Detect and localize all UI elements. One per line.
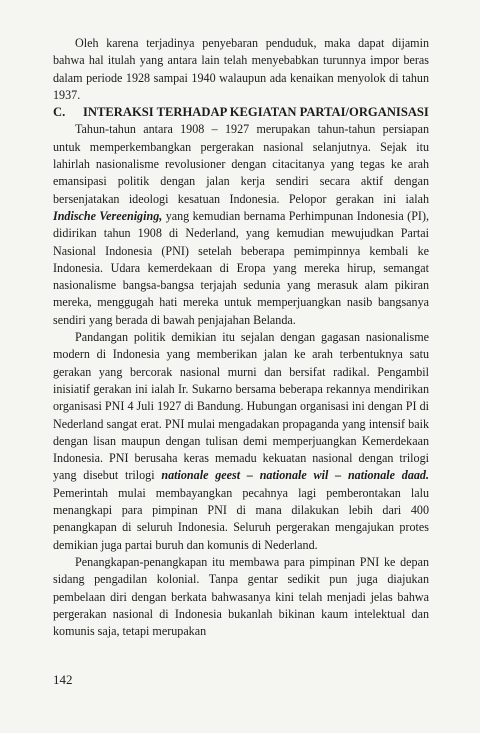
paragraph-4: Penangkapan-penangkapan itu membawa para pimpinan PNI ke depan sidang pengadilan kolonial. Tanpa gentar sedikit pun juga diajukan pembelaan diri dengan berkata bahwasanya kini telah menjadi jelas bahwa pergerakan nasional di Indonesia bukanlah bikinan kaum intelektual dan komunis saja, tetapi merupakan xyxy=(53,554,429,639)
paragraph-3-before: Pandangan politik demikian itu sejalan dengan gagasan nasionalisme modern di Indonesia yang memberikan jalan ke arah terbentuknya satu gerakan yang bercorak nasional murni dan bersifat radikal. Pengambil inisiatif gerakan ini ialah Ir. Sukarno bersama beberapa rekannya mendirikan organisasi PNI 4 Juli 1927 di Bandung. Hubungan organisasi ini dengan PI di Nederland sangat erat. PNI mulai mengadakan propaganda yang intensif baik dengan lisan maupun dengan tulisan demi memperjuangkan Kemerdekaan Indonesia. PNI berusaha keras memadu kekuatan nasional dengan trilogi yang disebut trilogi xyxy=(53,330,429,483)
section-heading xyxy=(53,104,429,121)
paragraph-3 xyxy=(53,329,429,554)
paragraph-3-emphasis: nationale geest – nationale wil – nationale daad. xyxy=(161,468,429,483)
section-title: INTERAKSI TERHADAP KEGIATAN PARTAI/ORGANISASI xyxy=(83,105,429,120)
paragraph-2 xyxy=(53,121,429,329)
page-content xyxy=(53,35,429,640)
paragraph-2-before: Tahun-tahun antara 1908 – 1927 merupakan tahun-tahun persiapan untuk memperkembangkan pergerakan nasional selanjutnya. Sejak itu lahirlah nasionalisme revolusioner dengan citacitanya yang tegas ke arah emansipasi politik dengan jalan kerja sendiri secara aktif dengan bersenjatakan ideologi kesatuan Indonesia. Pelopor gerakan ini ialah xyxy=(53,122,429,206)
section-label: C. xyxy=(53,105,66,120)
intro-paragraph: Oleh karena terjadinya penyebaran penduduk, maka dapat dijamin bahwa hal itulah yang antara lain telah menyebabkan turunnya impor beras dalam periode 1928 sampai 1940 walaupun ada kenaikan menyolok di tahun 1937. xyxy=(53,36,429,102)
paragraph-2-emphasis: Indische Vereeniging, xyxy=(53,208,163,223)
paragraph-2-after: yang kemudian bernama Perhimpunan Indonesia (PI), didirikan tahun 1908 di Nederland, yang kemudian mewujudkan Partai Nasional Indonesia (PNI) setelah beberapa pemimpinnya kembali ke Indonesia. Udara kemerdekaan di Eropa yang mereka hirup, semangat nasionalisme bangsa-bangsa terjajah sedunia yang merasuk alam pikiran mereka, menggugah hati mereka untuk memperjuangkan nasib bangsanya sendiri yang berada di bawah penjajahan Belanda. xyxy=(53,208,429,327)
paragraph-3-after: Pemerintah mulai membayangkan pecahnya lagi pemberontakan lalu menangkapi para pimpinan PNI di mana dilakukan lebih dari 400 penangkapan di seluruh Indonesia. Seluruh pergerakan mengajukan protes demikian juga partai buruh dan komunis di Nederland. xyxy=(53,485,429,552)
page-number: 142 xyxy=(53,672,73,687)
